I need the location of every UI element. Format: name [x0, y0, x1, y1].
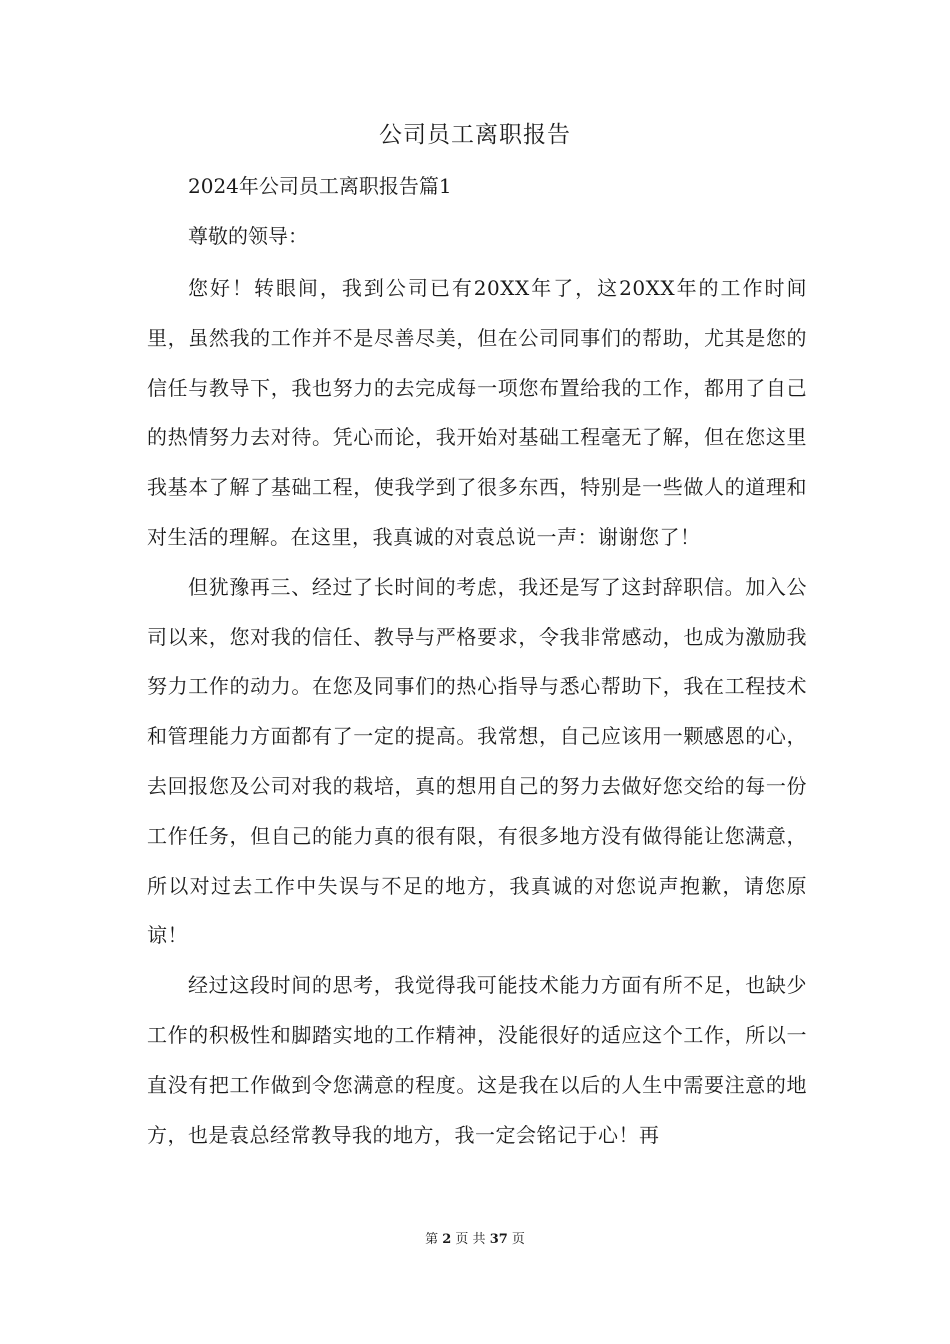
document-title: 公司员工离职报告 — [379, 122, 571, 148]
paragraph-3: 经过这段时间的思考，我觉得我可能技术能力方面有所不足，也缺少工作的积极性和脚踏实地的工作精神，没能很好的适应这个工作，所以一直没有把工作做到令您满意的程度。这是我在以后的人生中需要注意的地方，也是袁总经常教导我的地方，我一定会铭记于心！再 — [147, 973, 807, 1147]
document-body — [147, 264, 807, 1160]
section-heading: 2024年公司员工离职报告篇1 — [188, 174, 452, 198]
paragraph-1: 您好！转眼间，我到公司已有20XX年了，这20XX年的工作时间里，虽然我的工作并不是尽善尽美，但在公司同事们的帮助，尤其是您的信任与教导下，我也努力的去完成每一项您布置给我的工作，都用了自己的热情努力去对待。凭心而论，我开始对基础工程毫无了解，但在您这里我基本了解了基础工程，使我学到了很多东西，特别是一些做人的道理和对生活的理解。在这里，我真诚的对袁总说一声：谢谢您了！ — [147, 276, 807, 549]
footer-suffix: 页 — [511, 1232, 525, 1247]
footer-middle: 页 共 — [455, 1232, 486, 1247]
footer-prefix: 第 — [425, 1232, 439, 1247]
paragraph-2: 但犹豫再三、经过了长时间的考虑，我还是写了这封辞职信。加入公司以来，您对我的信任、教导与严格要求，令我非常感动，也成为激励我努力工作的动力。在您及同事们的热心指导与悉心帮助下，我在工程技术和管理能力方面都有了一定的提高。我常想，自己应该用一颗感恩的心，去回报您及公司对我的栽培，真的想用自己的努力去做好您交给的每一份工作任务，但自己的能力真的很有限，有很多地方没有做得能让您满意，所以对过去工作中失误与不足的地方，我真诚的对您说声抱歉，请您原谅！ — [147, 574, 807, 948]
page-footer — [0, 1230, 950, 1250]
total-page-count: 37 — [489, 1232, 508, 1247]
salutation: 尊敬的领导： — [188, 224, 308, 248]
current-page-number: 2 — [442, 1232, 452, 1247]
